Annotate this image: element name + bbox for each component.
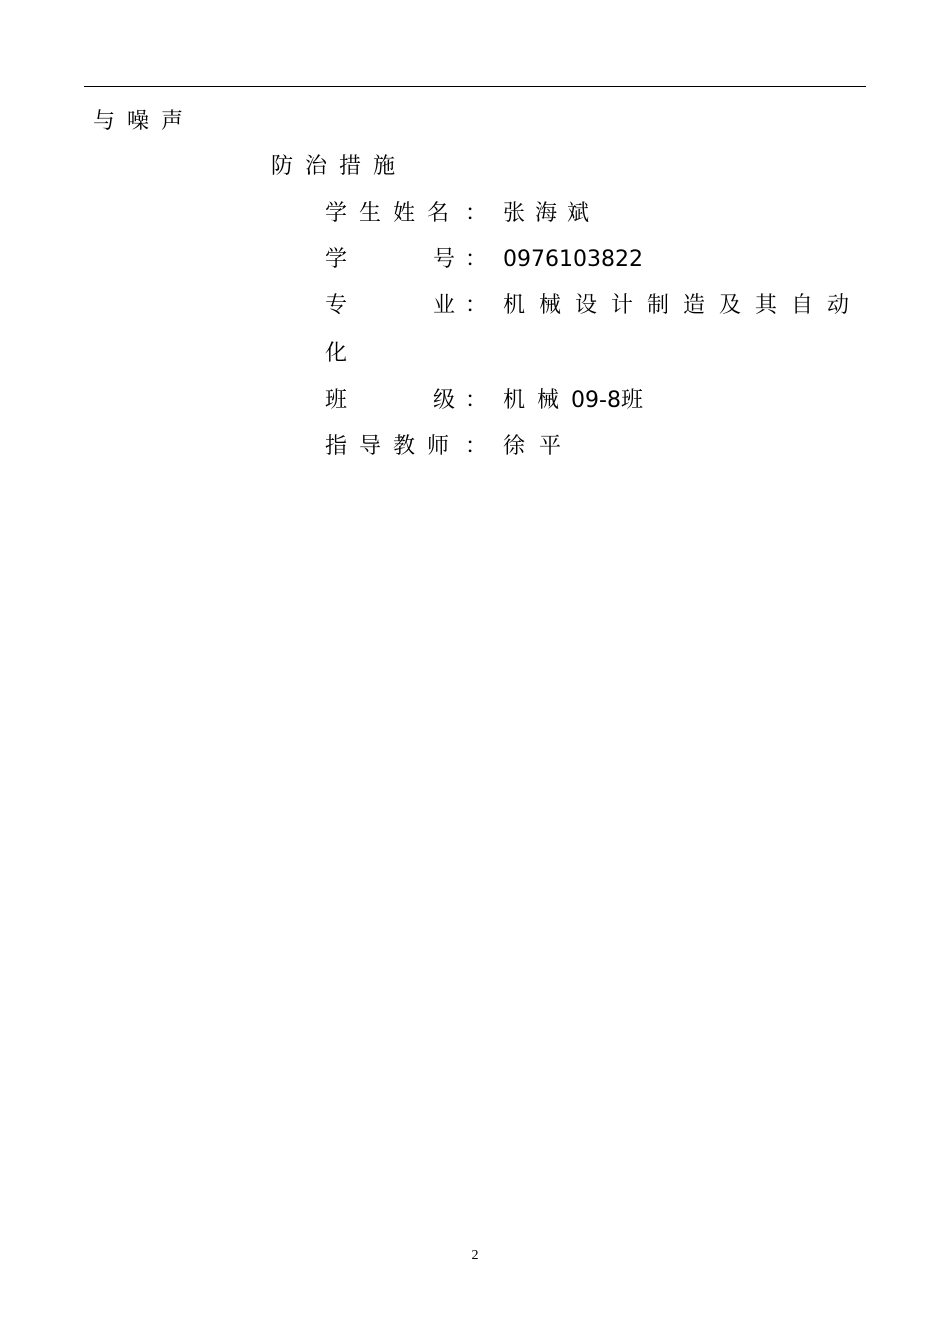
advisor-colon: ： — [465, 434, 488, 459]
thesis-title-line-1: 与噪声 — [93, 109, 196, 134]
student-id-label-char-2: 号 — [432, 247, 455, 272]
major-label-char-2: 业 — [432, 293, 455, 318]
major-label-char-1: 专 — [325, 293, 348, 318]
student-name-value: 张海斌 — [503, 201, 600, 226]
page-number: 2 — [471, 1248, 479, 1263]
class-value-prefix: 机械 — [503, 388, 572, 413]
student-id-colon: ： — [465, 247, 488, 272]
major-label — [325, 290, 455, 322]
advisor-label: 指导教师 — [325, 434, 462, 459]
major-colon: ： — [465, 293, 488, 318]
student-id-label-char-1: 学 — [325, 247, 348, 272]
class-value-suffix: 09-8班 — [571, 388, 643, 413]
student-id-value: 0976103822 — [503, 247, 643, 272]
advisor-value: 徐平 — [503, 434, 576, 459]
class-label-char-1: 班 — [325, 388, 348, 413]
class-colon: ： — [465, 388, 488, 413]
major-value-line-1: 机械设计制造及其自动 — [503, 293, 864, 318]
class-value — [503, 385, 643, 417]
class-label — [325, 385, 455, 417]
student-name-label: 学生姓名 — [325, 201, 462, 226]
header-rule — [84, 86, 866, 87]
student-id-label — [325, 244, 455, 276]
student-name-colon: ： — [465, 201, 488, 226]
major-value-line-2: 化 — [325, 341, 348, 366]
thesis-title-line-2: 防治措施 — [271, 154, 408, 179]
class-label-char-2: 级 — [432, 388, 455, 413]
